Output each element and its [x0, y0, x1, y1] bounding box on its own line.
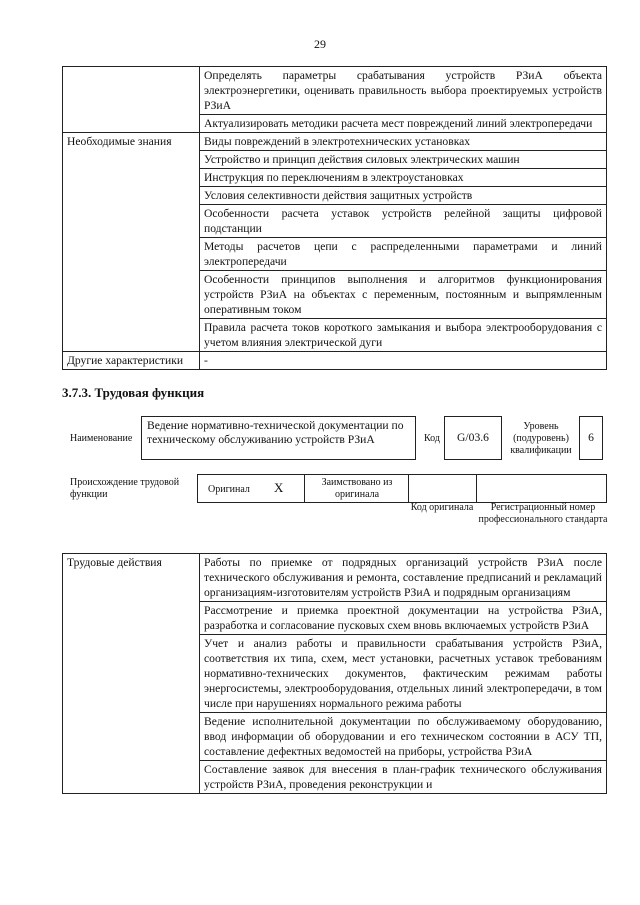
table-cell: Определять параметры срабатывания устройств РЗиА объекта электроэнергетики, оценивать правильность выбора проектируемых устройств РЗиА	[200, 67, 607, 115]
table-cell: Рассмотрение и приемка проектной документации на устройства РЗиА, разработка и согласование пусковых схем вновь включаемых устройств РЗиА	[200, 602, 607, 635]
table-cell: -	[200, 352, 607, 370]
actions-table	[62, 553, 607, 794]
table-cell: Инструкция по переключениям в электроустановках	[200, 169, 607, 187]
table-cell: Учет и анализ работы и правильности срабатывания устройств РЗиА, соответствия их типа, схем, мест установки, расчетных уставок требованиям нормативно-технических документов, фактическим режимам работы энергосистемы, электрооборудования, отдельных линий электропередачи, в том числе при нарушениях нормального режима работы	[200, 635, 607, 713]
level-label: Уровень (подуровень) квалификации	[510, 421, 572, 456]
page-number: 29	[314, 37, 326, 51]
table-cell: Методы расчетов цепи с распределенными параметрами и линий электропередачи	[200, 238, 607, 271]
table-cell: Условия селективности действия защитных устройств	[200, 187, 607, 205]
table-row	[63, 133, 607, 151]
code-caption: Код оригинала	[410, 502, 474, 513]
table-cell: Устройство и принцип действия силовых электрических машин	[200, 151, 607, 169]
table-cell: Особенности расчета уставок устройств релейной защиты цифровой подстанции	[200, 205, 607, 238]
table-cell: Ведение исполнительной документации по обслуживаемому оборудованию, ввод информации об оборудовании и его техническом состоянии в АСУ ТП, составление дефектных ведомостей на приборы, устройства РЗиА	[200, 713, 607, 761]
section-title: 3.7.3. Трудовая функция	[62, 385, 205, 400]
code-label: Код	[424, 433, 440, 444]
row-label: Необходимые знания	[63, 133, 200, 352]
origin-reg-cell	[476, 474, 607, 503]
row-label	[63, 67, 200, 133]
origin-original-cell	[197, 474, 305, 503]
original-mark: X	[274, 480, 284, 495]
table-cell: Работы по приемке от подрядных организаций устройств РЗиА после технического обслуживания и ремонта, составление предписаний и рекламаций организациям-изготовителям устройств РЗиА и подрядным организациям	[200, 554, 607, 602]
table-cell: Актуализировать методики расчета мест повреждений линий электропередачи	[200, 115, 607, 133]
table-cell: Правила расчета токов короткого замыкания и выбора электрооборудования с учетом влияния электрической дуги	[200, 319, 607, 352]
table-row	[63, 352, 607, 370]
name-value: Ведение нормативно-технической документации по техническому обслуживанию устройств РЗиА	[141, 416, 416, 460]
table-cell: Виды повреждений в электротехнических установках	[200, 133, 607, 151]
name-label: Наименование	[70, 433, 133, 444]
table-row	[63, 67, 607, 115]
table-cell: Составление заявок для внесения в план-график технического обслуживания устройств РЗиА, проведения реконструкции и	[200, 761, 607, 794]
row-label: Трудовые действия	[63, 554, 200, 794]
origin-label: Происхождение трудовой функции	[70, 477, 180, 500]
origin-code-cell	[408, 474, 477, 503]
row-label: Другие характеристики	[63, 352, 200, 370]
borrowed-cell	[304, 474, 409, 503]
original-label: Оригинал	[208, 484, 250, 495]
table-row	[63, 554, 607, 602]
level-value: 6	[579, 416, 603, 460]
code-value: G/03.6	[444, 416, 502, 460]
knowledge-table	[62, 66, 607, 370]
reg-caption: Регистрационный номер профессионального стандарта	[478, 502, 608, 525]
table-cell: Особенности принципов выполнения и алгоритмов функционирования устройств РЗиА на объектах с переменным, постоянным и выпрямленным оперативным током	[200, 271, 607, 319]
borrowed-label: Заимствовано из оригинала	[321, 477, 393, 500]
